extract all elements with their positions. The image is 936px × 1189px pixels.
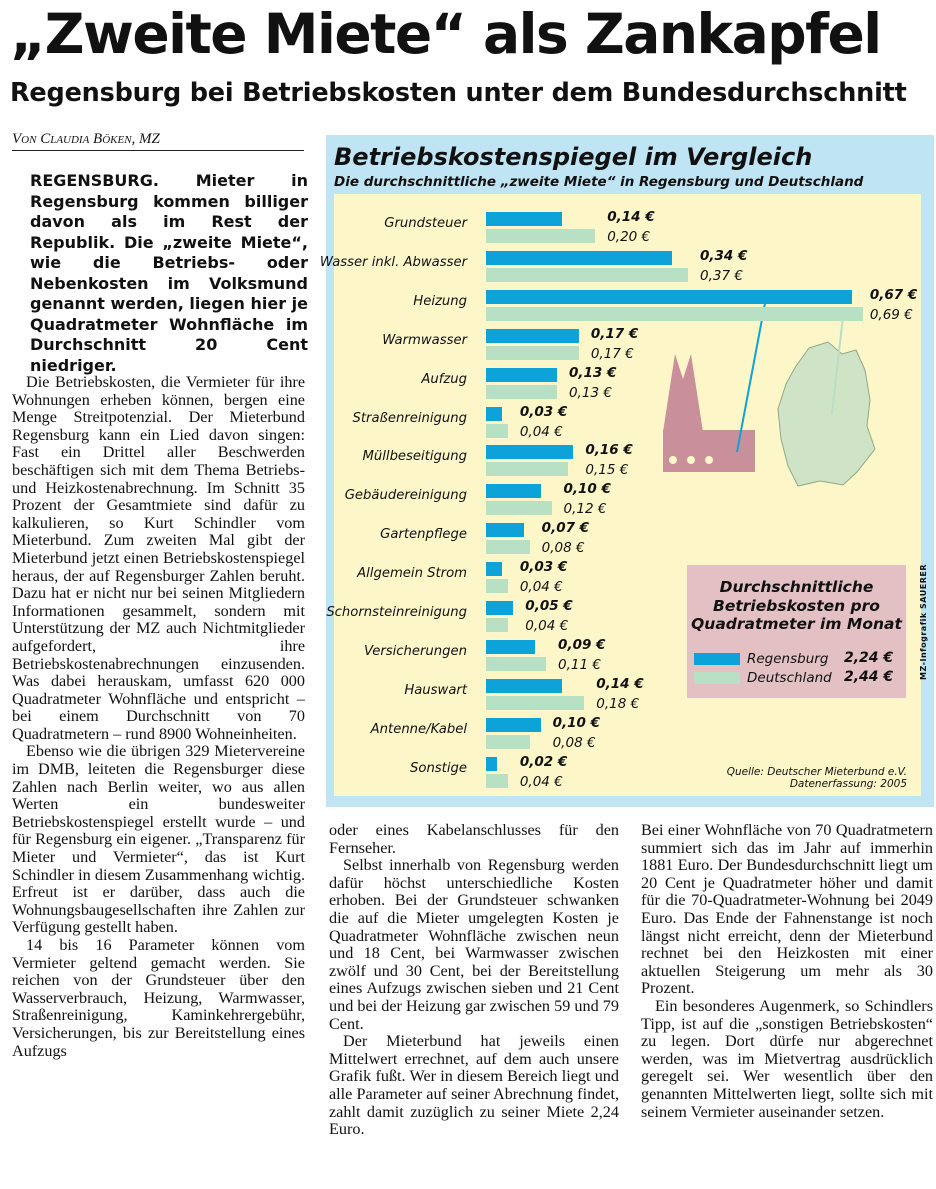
category-label: Versicherungen (363, 643, 467, 659)
value-label-regensburg: 0,03 € (519, 559, 568, 576)
value-label-regensburg: 0,10 € (552, 714, 600, 731)
byline: Von Claudia Böken, MZ (12, 131, 304, 151)
bar-regensburg (486, 212, 562, 226)
category-label: Hauswart (404, 682, 467, 698)
category-label: Heizung (413, 293, 467, 309)
legend-swatch-deutschland (694, 672, 740, 684)
bar-regensburg (486, 718, 541, 732)
value-label-regensburg: 0,67 € (869, 286, 918, 303)
category-label: Aufzug (421, 371, 467, 387)
chart-row (334, 468, 921, 518)
value-label-deutschland: 0,37 € (700, 267, 743, 284)
paragraph: Die Betriebskosten, die Vermieter für ihre Wohnungen erheben können, bergen eine Menge Streitpotenzial. Der Mieterbund Regensburg kann ein Lied davon singen: Fast ein Drittel aller Beschwerden beschäftigen sich mit dem Thema Betriebs- und Heizkostenabrechnung. Im Schnitt 35 Prozent der Gesamtmiete sind dafür zu kalkulieren, so Kurt Schindler vom Mieterbund. Zum zweiten Mal gibt der Mieterbund jetzt einen Betriebskostenspiegel heraus, der auf Regensburger Zahlen beruht. Dazu hat er nicht nur bei seinen Mitgliedern Informationen gesammelt, sondern mit Unterstützung der MZ auch Nichtmitglieder aufgefordert, ihre Betriebskostenabrechnungen einzusenden. Was dabei herauskam, umfasst 620 000 Quadratmeter Wohnfläche und entspricht – bei einem Durchschnitt von 70 Quadratmetern – rund 8900 Wohneinheiten. (12, 373, 305, 743)
category-label: Gebäudereinigung (344, 488, 467, 504)
source-line: Quelle: Deutscher Mieterbund e.V. (726, 766, 907, 778)
value-label-regensburg: 0,17 € (590, 325, 639, 342)
graphic-credit: MZ-Infografik SAUERER (919, 564, 928, 680)
chart-row (334, 352, 921, 401)
lead-paragraph: REGENSBURG. Mieter in Regensburg kommen billiger davon als im Rest der Republik. Die „zweite Miete“, wie die Betriebs- oder Nebenkosten im Volksmund genannt werden, liegen hier je Quadratmeter Wohnfläche im Durchschnitt 20 Cent niedriger. (30, 171, 308, 375)
infographic (319, 135, 934, 807)
bar-regensburg (486, 523, 524, 537)
category-label: Allgemein Strom (357, 566, 467, 582)
source-note (727, 766, 907, 790)
subheadline: Regensburg bei Betriebskosten unter dem Bundesdurchschnitt (10, 78, 907, 108)
headline: „Zweite Miete“ als Zankapfel (10, 2, 881, 66)
chart-row (334, 507, 921, 557)
legend-title: Durchschnittliche Betriebskosten pro Quadratmeter im Monat (691, 578, 902, 633)
chart-row (334, 391, 921, 440)
legend-label: Regensburg (747, 651, 829, 667)
source-line: Datenerfassung: 2005 (789, 778, 907, 790)
category-label: Grundsteuer (384, 216, 467, 231)
chart-row (334, 196, 921, 245)
bar-regensburg (486, 484, 541, 498)
paragraph: Der Mieterbund hat jeweils einen Mittelwert errechnet, auf dem auch unsere Grafik fußt. Wer in diesem Bereich liegt und alle Parameter auf seiner Abrechnung findet, zahlt damit zuzüglich zu seiner Miete 2,24 Euro. (329, 1032, 619, 1139)
chart-row (334, 429, 921, 479)
bar-regensburg (486, 329, 579, 343)
paragraph: Ein besonderes Augenmerk, so Schindlers Tipp, ist auf die „sonstigen Betriebskosten“ zu legen. Dort dürfe nur abgerechnet werden, was im Mietvertrag ausdrücklich geregelt sei. Wer wesentlich über den genannten Mittelwerten liegt, sollte sich mit seinem Vermieter auseinander setzen. (641, 996, 933, 1121)
value-label-regensburg: 0,03 € (519, 403, 568, 420)
legend-box (687, 565, 906, 698)
value-label-deutschland: 0,69 € (869, 306, 913, 323)
infographic-title: Betriebskostenspiegel im Vergleich (334, 143, 813, 171)
value-label-deutschland: 0,11 € (558, 656, 601, 673)
bar-regensburg (486, 368, 557, 382)
legend-value: 2,24 € (844, 650, 894, 666)
value-label-deutschland: 0,15 € (585, 462, 629, 479)
value-label-regensburg: 0,05 € (525, 598, 573, 614)
value-label-deutschland: 0,04 € (525, 618, 569, 634)
value-label-deutschland: 0,04 € (519, 423, 563, 440)
chart-panel (319, 194, 928, 796)
value-label-deutschland: 0,17 € (590, 345, 634, 362)
legend-swatch-regensburg (694, 653, 740, 665)
legend-value: 2,44 € (844, 669, 894, 685)
value-label-deutschland: 0,04 € (519, 579, 563, 596)
bar-regensburg (486, 251, 672, 265)
category-label: Müllbeseitigung (362, 449, 467, 465)
value-label-regensburg: 0,02 € (519, 753, 568, 770)
paragraph: oder eines Kabelanschlusses für den Fernseher. (329, 821, 619, 857)
bar-regensburg (486, 640, 535, 654)
bar-regensburg (486, 445, 573, 459)
value-label-regensburg: 0,07 € (541, 520, 590, 537)
value-label-regensburg: 0,14 € (596, 675, 644, 692)
category-label: Warmwasser (382, 332, 467, 348)
value-label-regensburg: 0,13 € (568, 364, 617, 381)
category-label: Wasser inkl. Abwasser (319, 254, 467, 270)
bar-regensburg (486, 757, 497, 771)
chart-row (334, 702, 921, 751)
value-label-regensburg: 0,16 € (585, 442, 633, 459)
bar-regensburg (486, 407, 502, 421)
bar-regensburg (486, 562, 502, 576)
bar-regensburg (486, 679, 562, 693)
value-label-deutschland: 0,04 € (519, 773, 563, 790)
category-label: Schornsteinreinigung (326, 605, 467, 620)
value-label-deutschland: 0,18 € (596, 695, 640, 712)
value-label-deutschland: 0,13 € (568, 384, 612, 401)
bar-regensburg (486, 290, 852, 304)
category-label: Sonstige (410, 760, 467, 776)
paragraph: Ebenso wie die übrigen 329 Mietervereine im DMB, leiteten die Regensburger diese Zahlen nach Berlin weiter, wo aus allen Werten ein bundesweiter Betriebskostenspiegel erstellt wurde – und für Regensburg ein eigener. „Transparenz für Mieter und Vermieter“, das ist Kurt Schindler in diesem Zusammenhang wichtig. Erfreut ist er darüber, dass auch die Wohnungsbaugesellschaften ihre Zahlen zur Verfügung gestellt haben. (12, 742, 305, 937)
paragraph: Selbst innerhalb von Regensburg werden dafür höchst unterschiedliche Kosten erhoben. Bei der Grundsteuer schwanken die auf die Mieter umgelegten Kosten je Quadratmeter Wohnfläche zwischen neun und 18 Cent, bei Warmwasser zwischen zwölf und 30 Cent, bei der Bereitstellung eines Aufzugs zwischen sieben und 21 Cent und bei der Heizung gar zwischen 59 und 79 Cent. (329, 856, 619, 1033)
bar-deutschland (486, 774, 508, 788)
value-label-regensburg: 0,09 € (558, 636, 606, 653)
paragraph: 14 bis 16 Parameter können vom Vermieter geltend gemacht werden. Sie reichen von der Grundsteuer über den Wasserverbrauch, Heizung, Warmwasser, Straßenreinigung, Kaminkehrergebühr, Versicherungen, bis zur Bereitstellung eines Aufzugs (12, 936, 305, 1060)
category-label: Gartenpflege (380, 527, 467, 543)
category-label: Antenne/Kabel (370, 721, 467, 737)
value-label-deutschland: 0,08 € (552, 734, 596, 751)
infographic-subtitle: Die durchschnittliche „zweite Miete“ in Regensburg und Deutschland (334, 174, 864, 190)
chart-row (334, 274, 921, 323)
value-label-deutschland: 0,12 € (563, 501, 607, 518)
value-label-deutschland: 0,08 € (541, 540, 585, 557)
value-label-regensburg: 0,10 € (563, 481, 611, 498)
article-column-2 (329, 822, 619, 1139)
category-label: Straßenreinigung (352, 410, 467, 426)
value-label-regensburg: 0,14 € (607, 209, 655, 225)
legend-label: Deutschland (747, 670, 832, 686)
chart-row (319, 235, 921, 284)
bar-regensburg (486, 601, 513, 615)
chart-row (334, 313, 921, 362)
value-label-deutschland: 0,20 € (607, 229, 651, 245)
article-column-3 (641, 822, 933, 1121)
value-label-regensburg: 0,34 € (700, 247, 748, 264)
article-column-1 (12, 374, 305, 1060)
paragraph: Bei einer Wohnfläche von 70 Quadratmetern summiert sich das im Jahr auf immerhin 1881 Euro. Der Bundesdurchschnitt liegt um 20 Cent je Quadratmeter höher und damit für die 70-Quadratmeter-Wohnung bei 2049 Euro. Das Ende der Fahnenstange ist noch längst nicht erreicht, denn der Mieterbund rechnet bei den Heizkosten mit einer aktuellen Steigerung um mehr als 30 Prozent. (641, 821, 933, 998)
